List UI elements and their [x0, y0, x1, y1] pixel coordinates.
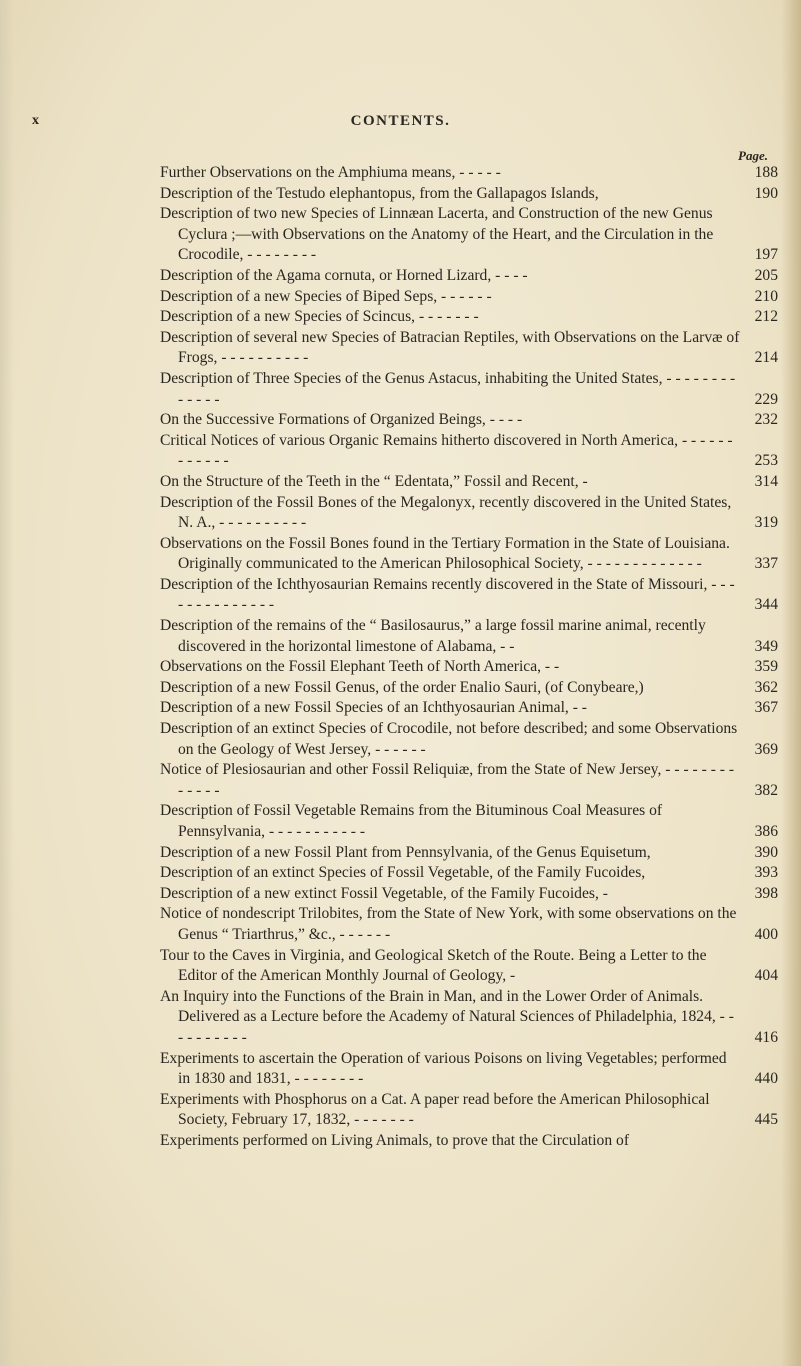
- toc-entry-page: 229: [754, 390, 778, 408]
- toc-entry-title: Observations on the Fossil Bones found in the Tertiary Formation in the State of Louisiana. Originally communicated to the American Philosophical Society, - - - - - - - - - - - - -: [160, 534, 730, 573]
- toc-entry: [160, 801, 778, 842]
- toc-entry: [160, 1090, 778, 1131]
- toc-entry-title: Description of the Ichthyosaurian Remains recently discovered in the State of Missouri, - - - - - - - - - - - - - -: [160, 575, 735, 614]
- toc-entry-title: Description of several new Species of Batracian Reptiles, with Observations on the Larvæ of Frogs, - - - - - - - - - -: [160, 328, 740, 367]
- toc-entry: [160, 163, 778, 184]
- toc-entry-title: Experiments to ascertain the Operation of various Poisons on living Vegetables; performed in 1830 and 1831, - - - - - - - -: [160, 1049, 727, 1088]
- toc-entry-page: 210: [754, 287, 778, 305]
- toc-entry-page: 404: [754, 967, 778, 985]
- toc-entry-page: 344: [754, 596, 778, 614]
- toc-entry-page: 214: [754, 349, 778, 367]
- toc-entry-page: 393: [754, 864, 778, 882]
- toc-entry-title: Description of the remains of the “ Basilosaurus,” a large fossil marine animal, recently discovered in the horizontal limestone of Alabama, - -: [160, 617, 706, 655]
- toc-entry-title: Description of the Fossil Bones of the Megalonyx, recently discovered in the United States, N. A., - - - - - - - - - -: [160, 493, 732, 532]
- toc-entry-page: 416: [754, 1028, 778, 1046]
- toc-entry: [160, 431, 778, 472]
- table-of-contents: [0, 163, 801, 1152]
- toc-entry-title: Experiments with Phosphorus on a Cat. A paper read before the American Philosophical Society, February 17, 1832, - - - - - - -: [160, 1090, 710, 1129]
- toc-entry-page: 319: [754, 514, 778, 532]
- toc-entry-title: An Inquiry into the Functions of the Brain in Man, and in the Lower Order of Animals. Delivered as a Lecture before the Academy of Natural Sciences of Philadelphia, 1824, - - - - - - - - - -: [160, 987, 734, 1046]
- toc-entry: [160, 1049, 778, 1090]
- toc-entry-page: 197: [754, 246, 778, 264]
- toc-entry: [160, 678, 778, 699]
- toc-entry: [160, 287, 778, 308]
- toc-entry-title: Description of the Testudo elephantopus, from the Gallapagos Islands,: [160, 184, 599, 202]
- toc-entry-title: Description of a new Species of Scincus, - - - - - - -: [160, 308, 479, 326]
- toc-entry: [160, 369, 778, 410]
- toc-entry-page: 205: [754, 266, 778, 284]
- toc-entry: [160, 657, 778, 678]
- toc-entry-page: 367: [754, 699, 778, 717]
- toc-entry-page: 337: [754, 555, 778, 573]
- toc-entry-page: 398: [754, 884, 778, 902]
- toc-entry-page: 349: [754, 637, 778, 655]
- toc-entry-title: Description of a new Fossil Plant from Pennsylvania, of the Genus Equisetum,: [160, 843, 651, 861]
- page-column-label: Page.: [738, 148, 768, 163]
- toc-entry-page: 369: [754, 740, 778, 758]
- toc-entry-title: On the Successive Formations of Organized Beings, - - - -: [160, 411, 523, 429]
- toc-entry-page: 386: [754, 823, 778, 840]
- toc-entry-page: 445: [754, 1111, 778, 1129]
- toc-entry: [160, 884, 778, 905]
- toc-entry-title: Experiments performed on Living Animals, to prove that the Circulation of: [160, 1131, 630, 1149]
- toc-entry: [160, 698, 778, 719]
- toc-entry-page: 440: [754, 1070, 778, 1088]
- toc-entry-title: On the Structure of the Teeth in the “ Edentata,” Fossil and Recent, -: [160, 472, 588, 490]
- toc-entry-page: 190: [754, 184, 778, 202]
- toc-entry: [160, 204, 778, 266]
- toc-entry-title: Description of an extinct Species of Crocodile, not before described; and some Observations on the Geology of West Jersey, - - - - - -: [160, 720, 738, 758]
- toc-entry: [160, 904, 778, 945]
- toc-entry-page: 188: [754, 164, 778, 181]
- toc-entry-page: 362: [754, 678, 778, 696]
- toc-entry-title: Description of Three Species of the Genus Astacus, inhabiting the United States, - - - - - - - - - - - - -: [160, 369, 736, 408]
- toc-entry: [160, 863, 778, 884]
- toc-entry-page: 232: [754, 411, 778, 429]
- toc-entry-title: Description of Fossil Vegetable Remains from the Bituminous Coal Measures of Pennsylvania, - - - - - - - - - - -: [160, 802, 663, 840]
- toc-entry-title: Critical Notices of various Organic Remains hitherto discovered in North America, - - - - - - - - - - - -: [160, 431, 733, 470]
- toc-entry-page: 382: [754, 781, 778, 799]
- toc-entry: [160, 472, 778, 493]
- toc-entry: [160, 760, 778, 801]
- toc-entry: [160, 307, 778, 328]
- toc-entry-title: Description of a new Species of Biped Seps, - - - - - -: [160, 287, 492, 305]
- toc-entry-page: 359: [754, 658, 778, 676]
- running-head: CONTENTS.: [350, 113, 451, 129]
- toc-entry-title: Tour to the Caves in Virginia, and Geological Sketch of the Route. Being a Letter to the Editor of the American Monthly Journal of Geology, -: [160, 946, 707, 985]
- toc-entry: [160, 987, 778, 1049]
- toc-entry-title: Description of two new Species of Linnæan Lacerta, and Construction of the new Genus Cyclura ;—with Observations on the Anatomy of the Heart, and the Circulation in the Crocodile, - - - - - - - -: [160, 205, 714, 264]
- toc-entry-title: Description of a new Fossil Species of an Ichthyosaurian Animal, - -: [160, 699, 588, 717]
- toc-entry-page: 253: [754, 452, 778, 470]
- toc-entry-title: Further Observations on the Amphiuma means, - - - - -: [160, 164, 501, 181]
- toc-entry-title: Notice of Plesiosaurian and other Fossil Reliquiæ, from the State of New Jersey, - - - - - - - - - - - - -: [160, 761, 735, 799]
- toc-entry-page: 390: [754, 843, 778, 861]
- toc-entry-page: 314: [754, 472, 778, 490]
- toc-entry: [160, 946, 778, 987]
- toc-entry: [160, 328, 778, 369]
- toc-entry-title: Description of a new Fossil Genus, of the order Enalio Sauri, (of Conybeare,): [160, 678, 644, 696]
- toc-entry: [160, 493, 778, 534]
- toc-entry-title: Notice of nondescript Trilobites, from the State of New York, with some observations on the Genus “ Triarthrus,” &c., - - - - - -: [160, 905, 737, 943]
- toc-entry-page: 400: [754, 925, 778, 943]
- toc-entry: [160, 410, 778, 431]
- toc-entry: [160, 575, 778, 616]
- toc-entry-title: Description of an extinct Species of Fossil Vegetable, of the Family Fucoides,: [160, 864, 646, 882]
- toc-entry: [160, 534, 778, 575]
- page-number: x: [32, 113, 39, 128]
- toc-entry: [160, 184, 778, 205]
- toc-entry: [160, 266, 778, 287]
- toc-entry-title: Description of a new extinct Fossil Vegetable, of the Family Fucoides, -: [160, 884, 608, 902]
- toc-entry-title: Description of the Agama cornuta, or Horned Lizard, - - - -: [160, 266, 528, 284]
- toc-entry: [160, 719, 778, 760]
- toc-entry: [160, 843, 778, 864]
- page-header: [0, 113, 801, 133]
- toc-entry-title: Observations on the Fossil Elephant Teeth of North America, - -: [160, 658, 560, 676]
- toc-entry: [160, 1131, 741, 1152]
- toc-entry-page: 212: [754, 308, 778, 326]
- toc-entry: [160, 616, 778, 657]
